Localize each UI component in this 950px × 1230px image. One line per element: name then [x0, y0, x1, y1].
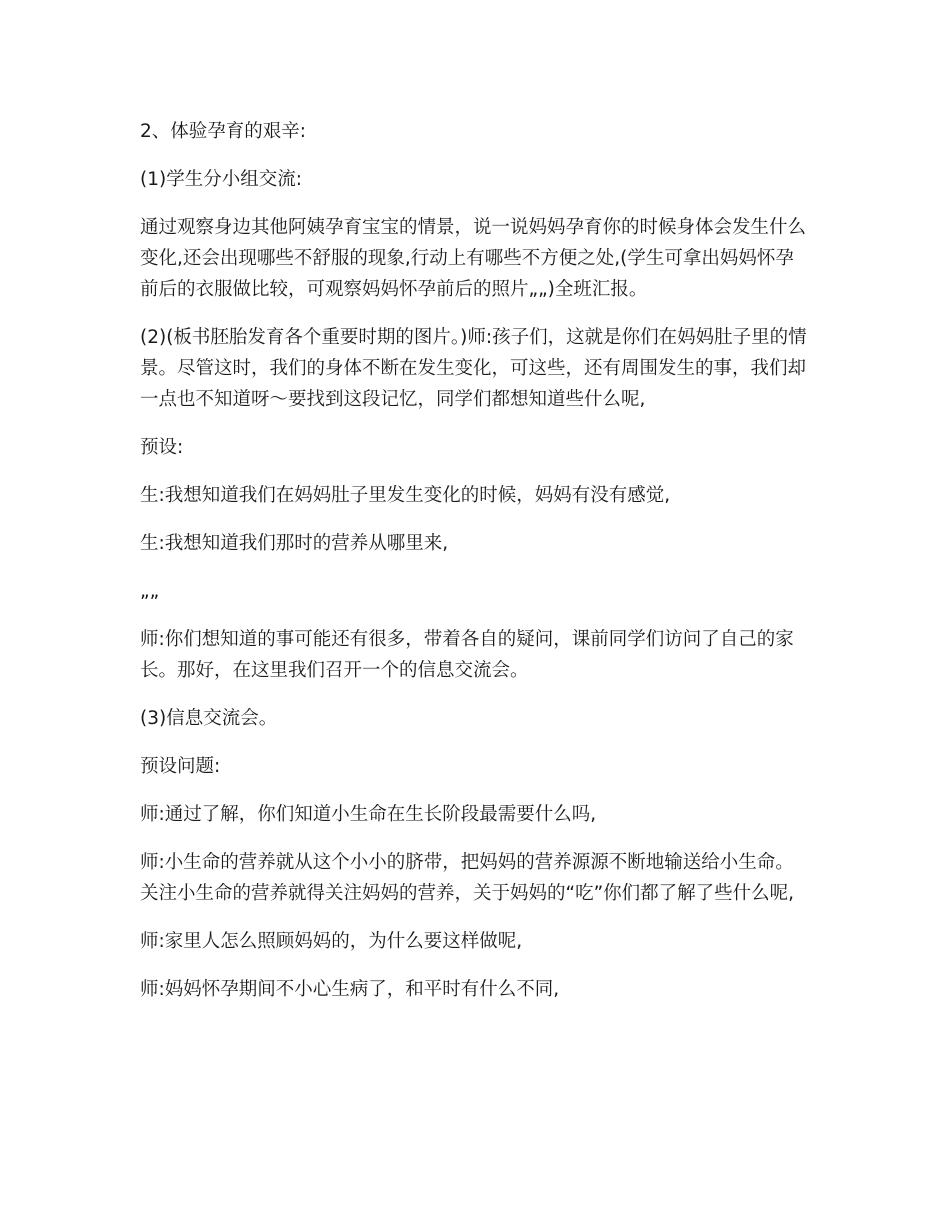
teacher-line: 师:家里人怎么照顾妈妈的，为什么要这样做呢,	[140, 931, 523, 952]
preset-questions-label: 预设问题:	[140, 756, 221, 777]
subsection-heading: (1)学生分小组交流:	[140, 169, 302, 190]
body-paragraph: 通过观察身边其他阿姨孕育宝宝的情景，说一说妈妈孕育你的时候身体会发生什么变化,还会出现哪些不舒服的现象,行动上有哪些不方便之处,(学生可拿出妈妈怀孕前后的衣服做比较，可观察妈妈怀孕前后的照片„„)全班汇报。	[140, 217, 807, 300]
document-body	[140, 116, 812, 1022]
section-heading: 2、体验孕育的艰辛:	[140, 121, 307, 142]
subsection-heading: (3)信息交流会。	[140, 708, 278, 729]
preset-label: 预设:	[140, 437, 184, 458]
teacher-line: 师:妈妈怀孕期间不小心生病了，和平时有什么不同,	[140, 979, 560, 1000]
student-line: 生:我想知道我们在妈妈肚子里发生变化的时候，妈妈有没有感觉,	[140, 485, 671, 506]
teacher-line: 师:你们想知道的事可能还有很多，带着各自的疑问，课前同学们访问了自己的家长。那好，在这里我们召开一个的信息交流会。	[140, 629, 794, 681]
teacher-line: 师:小生命的营养就从这个小小的脐带，把妈妈的营养源源不断地输送给小生命。关注小生命的营养就得关注妈妈的营养，关于妈妈的“吃”你们都了解了些什么呢,	[140, 852, 795, 904]
ellipsis-line: „„	[140, 581, 160, 602]
body-paragraph: (2)(板书胚胎发育各个重要时期的图片。)师:孩子们，这就是你们在妈妈肚子里的情景。尽管这时，我们的身体不断在发生变化，可这些，还有周围发生的事，我们却一点也不知道呀～要找到这段记忆，同学们都想知道些什么呢,	[140, 327, 807, 410]
student-line: 生:我想知道我们那时的营养从哪里来,	[140, 533, 449, 554]
teacher-line: 师:通过了解，你们知道小生命在生长阶段最需要什么吗,	[140, 804, 597, 825]
